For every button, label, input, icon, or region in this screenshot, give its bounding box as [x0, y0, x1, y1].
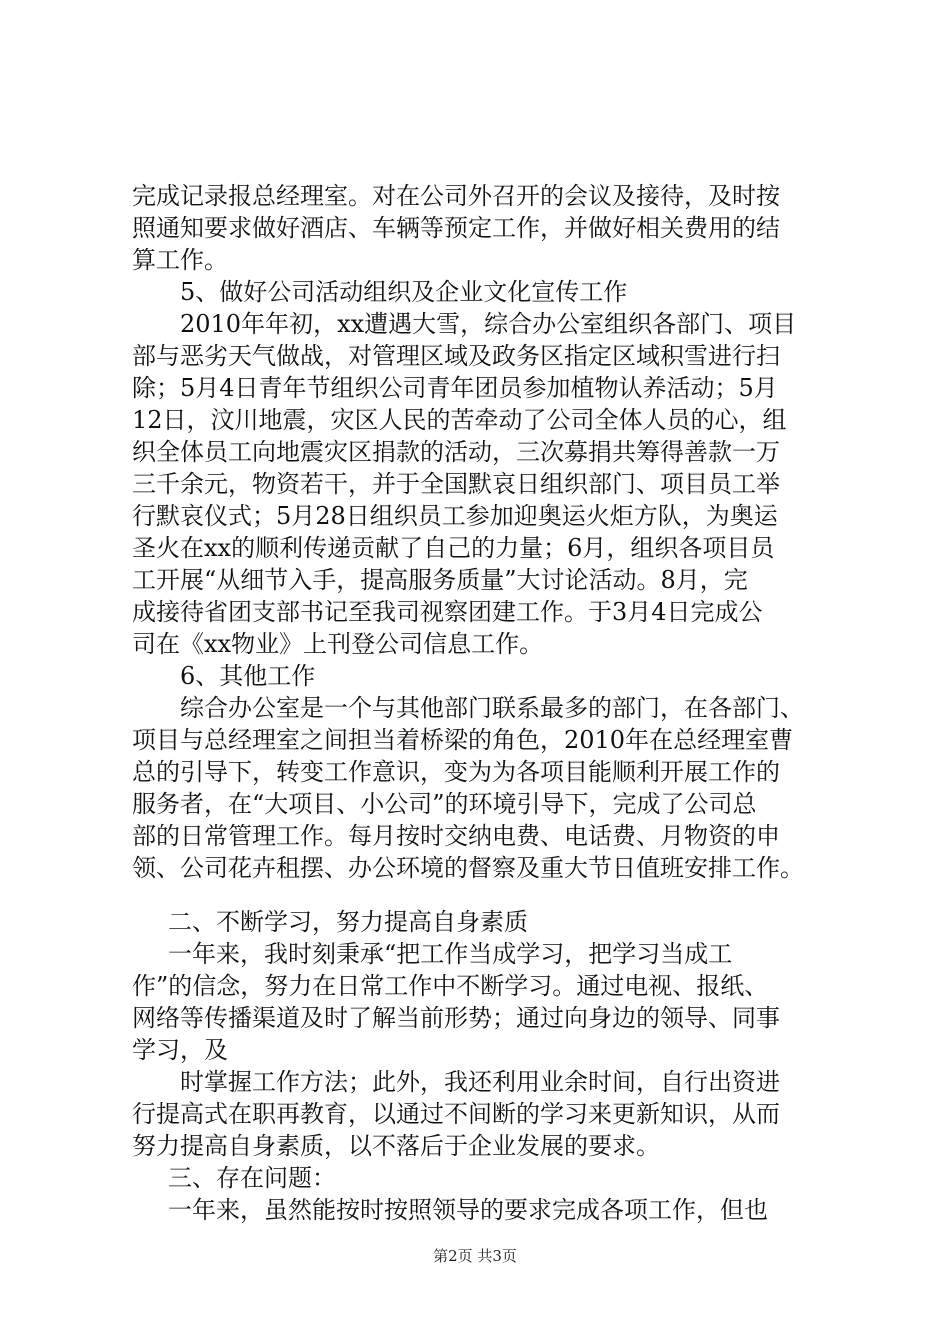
text-line: 网络等传播渠道及时了解当前形势；通过向身边的领导、同事	[132, 1004, 780, 1032]
text-line: 工开展“从细节入手，提高服务质量”大讨论活动。8月，完	[132, 566, 748, 594]
text-line: 一年来，我时刻秉承“把工作当成学习，把学习当成工	[168, 940, 733, 968]
text-line: 部与恶劣天气做战，对管理区域及政务区指定区域积雪进行扫	[132, 342, 780, 370]
text-line: 部的日常管理工作。每月按时交纳电费、电话费、月物资的申	[132, 822, 780, 850]
text-line: 一年来，虽然能按时按照领导的要求完成各项工作，但也	[168, 1196, 768, 1224]
section-heading: 二、不断学习，努力提高自身素质	[168, 908, 528, 936]
text-line: 项目与总经理室之间担当着桥梁的角色，2010年在总经理室曹	[132, 726, 794, 754]
text-line: 算工作。	[132, 246, 228, 274]
text-line: 三千余元，物资若干，并于全国默哀日组织部门、项目员工举	[132, 470, 780, 498]
text-line: 时掌握工作方法；此外，我还利用业余时间，自行出资进	[180, 1068, 780, 1096]
text-line: 完成记录报总经理室。对在公司外召开的会议及接待，及时按	[132, 182, 780, 210]
section-heading: 5、做好公司活动组织及企业文化宣传工作	[180, 278, 628, 306]
text-line: 服务者，在“大项目、小公司”的环境引导下，完成了公司总	[132, 790, 757, 818]
text-line: 2010年年初，xx遭遇大雪，综合办公室组织各部门、项目	[180, 310, 797, 338]
section-heading: 三、存在问题：	[168, 1164, 336, 1192]
text-line: 学习，及	[132, 1036, 228, 1064]
text-line: 除；5月4日青年节组织公司青年团员参加植物认养活动；5月	[132, 374, 778, 402]
text-line: 作”的信念，努力在日常工作中不断学习。通过电视、报纸、	[132, 972, 769, 1000]
text-line: 努力提高自身素质，以不落后于企业发展的要求。	[132, 1132, 660, 1160]
text-line: 织全体员工向地震灾区捐款的活动，三次募捐共筹得善款一万	[132, 438, 780, 466]
text-line: 照通知要求做好酒店、车辆等预定工作，并做好相关费用的结	[132, 214, 780, 242]
text-line: 总的引导下，转变工作意识，变为为各项目能顺利开展工作的	[132, 758, 780, 786]
text-line: 圣火在xx的顺利传递贡献了自己的力量；6月，组织各项目员	[132, 534, 775, 562]
text-line: 12日，汶川地震，灾区人民的苦牵动了公司全体人员的心，组	[132, 406, 787, 434]
text-line: 成接待省团支部书记至我司视察团建工作。于3月4日完成公	[132, 598, 763, 626]
page-footer: 第2页 共3页	[433, 1247, 517, 1265]
text-line: 领、公司花卉租摆、办公环境的督察及重大节日值班安排工作。	[132, 854, 804, 882]
text-line: 行默哀仪式；5月28日组织员工参加迎奥运火炬方队，为奥运	[132, 502, 778, 530]
section-heading: 6、其他工作	[180, 662, 316, 690]
text-line: 综合办公室是一个与其他部门联系最多的部门，在各部门、	[180, 694, 804, 722]
text-line: 司在《xx物业》上刊登公司信息工作。	[132, 630, 544, 658]
text-line: 行提高式在职再教育，以通过不间断的学习来更新知识，从而	[132, 1100, 780, 1128]
